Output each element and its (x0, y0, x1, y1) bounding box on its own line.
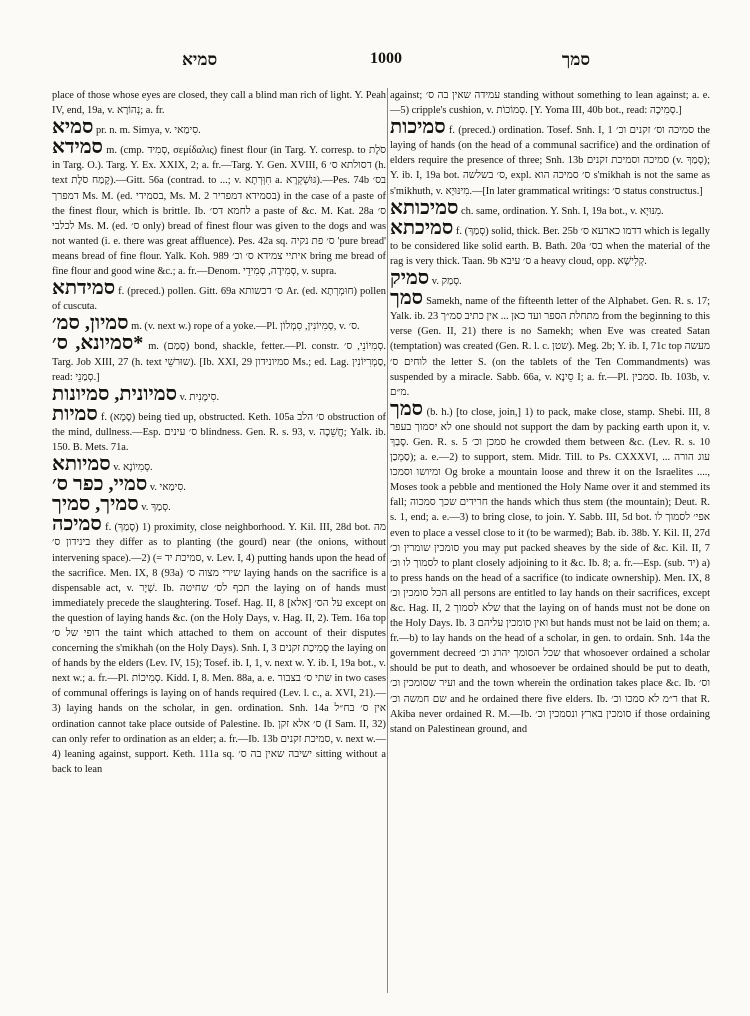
entry-text: v. סְמִיוֹנָא. (113, 462, 153, 474)
entry-text: f. (preced.) ordination. Tosef. Snh. I, 1 סמיכה וס׳ זקנים וכ׳ the laying of hands (on the head of a communal sacrifice) and the ordination of elders require the presence of three; Snh. 13b סמיכה וסמיכת זקנים (v. סְמַךְ); Y. ib. I, 19a bot. ס׳ בשלשה, expl. ס׳ סמיכה הוא s'mikhah is not the same as s'mikhuth, v. מִינּוּיָא.—[In later grammatical writings: ס׳ status constructus.] (390, 125, 711, 197)
entry-headword: סמיונית, סמיונות (52, 382, 177, 405)
entry-headword: סמיותא (52, 453, 111, 476)
entry-text: f. (סָמָא) being tied up, obstructed. Keth. 105a ס׳ הלב obstruction of the mind, dullness.—Esp. ס׳ עינים blindness. Gen. R. s. 93, v. חֲשֵׁכָה; Yalk. ib. 150. B. Mets. 71a. (52, 411, 387, 453)
dictionary-entry (52, 455, 386, 475)
entry-text: v. סְמַךְ. (141, 502, 171, 514)
dictionary-entry (52, 515, 386, 777)
header-left-headword: סמיא (182, 50, 218, 69)
running-header (52, 50, 714, 76)
dictionary-entry (390, 88, 710, 118)
entry-text: v. סִימָנִית. (179, 391, 220, 403)
dictionary-entry (52, 382, 386, 405)
right-column (390, 88, 710, 737)
dictionary-entry (390, 216, 711, 269)
entry-text: m. (cmp. סְמִיד, σεμίδαλις) finest flour (in Targ. Y. corresp. to סֹלֶת in Targ. O.). Targ. Y. Ex. XXIX, 2; a. fr.—Targ. Y. Gen. XVIII, 6 דסולתא ס׳ (h. text קֶמַח סֹלֶת).—Gitt. 56a (contrad. to ...; v. חִוְּרְתָא a. גּוּשְׁקְרָא).—Pes. 74b בס׳ דמפרך Ms. M. (ed. בסמידי, Ms. M. 2 בסמידא דמפריר) in the case of a paste of the finest flour, which is brittle. Ib. לחמא דס׳ a paste of &c. M. Kat. 28a ס׳ לכלבי Ms. M. (ed. ס׳ only) bread of finest flour was given to the dogs and was not wanted (i. e. there was great affluence). Pes. 42a sq. ס׳ פת נקיה 'pure bread' means bread of fine flour. Yalk. Koh. 989 איתיי צמידא ס׳ וכ׳ bring me bread of fine flour and good wine &c.; a. fr.—Denom. סְמִידָה, סְמִידֵי, v. supra. (52, 145, 387, 278)
entry-headword: סמיון, סמ׳ (52, 312, 129, 335)
dictionary-entry (390, 269, 710, 289)
entry-headword: סמך (390, 287, 424, 310)
entry-text: place of those whose eyes are closed, they call a blind man rich of light. Y. Peah IV, end, 19a, v. נְהוֹרָא; a. fr. (52, 90, 386, 117)
entry-headword: סמיכה (52, 513, 102, 536)
entry-headword: סמיכתא (390, 216, 454, 239)
dictionary-entry (52, 138, 386, 279)
column-divider (387, 88, 388, 993)
page-number: 1000 (370, 50, 402, 67)
entry-headword: סמך (390, 397, 424, 420)
entry-text: f. (סָמַךְ) 1) proximity, close neighborhood. Y. Kil. III, 28d bot. מה בינידון ס׳ they differ as to planting (the gourd) near (the onions, without intervening space).—2) (= סמיכת יד, v. Lev. I, 4) putting hands upon the head of the sacrifice. Men. IX, 8 (93a) שירי מצוה ס׳ laying hands on the sacrifice is a dispensable act, v. שְׁיָר. Ib. תכף לס׳ שחיטה the laying on of hands must immediately precede the slaughtering. Tosef. Hag. II, 8 [אלא] על הס׳ except on the question of laying hands &c. (on the Holy Days, v. Hag. II, 2). Tem. 16a top דופי של ס׳ the taint which attached to them on account of their disputes concerning the s'mikhah (on the Holy Days). Snh. I, 3 סְמִיכַת זקנים the laying on of hands by the elders (Lev. IV, 15); Tosef. ib. I, 1, v. next w. Y. ib. I, 19a bot., v. next w.; a. fr.—Pl. סְמִיכוֹת. Kidd. I, 8. Men. 88a, a. e. שתי ס׳ בצבור in two cases of communal offerings is laying on of hands required (Lev. l. c., a. XVI, 21).—3) laying hands on the scholar, in gen. ordination. Snh. 14a אין ס׳ בח״ל ordination cannot take place outside of Palestine. Ib. ס׳ אלא זקן (I Sam. II, 32) can only refer to ordination as an elder; a. fr.—Ib. 13b סמיכת זקנים, v. next w.—4) leaning against, support. Keth. 111a sq. ישיבה שאין בה ס׳ sitting without a back to lean (52, 522, 387, 775)
dictionary-entry (390, 397, 710, 737)
entry-text: m. (v. next w.) rope of a yoke.—Pl. סְמִיוֹנִין, סִמְלוֹן, v. ס׳. (131, 321, 360, 333)
entry-headword: סמידא (52, 136, 103, 159)
dictionary-entry (390, 289, 710, 400)
entry-text: f. (preced.) pollen. Gitt. 69a ס׳ דכשותא Ar. (ed. חוּמְרְתָא) pollen of cuscuta. (52, 286, 386, 313)
entry-headword: סמיכותא (390, 196, 459, 219)
entry-headword: *סמיונא, ס׳ (52, 332, 144, 355)
dictionary-entry (390, 118, 710, 198)
entry-headword: סמיכות (390, 116, 446, 139)
dictionary-entry (52, 334, 386, 384)
entry-text: v. סִימַאי. (149, 482, 186, 494)
entry-headword: סמיק (390, 267, 430, 290)
header-right-headword: סמך (561, 50, 590, 69)
entry-text: v. סְמַק. (431, 276, 462, 288)
dictionary-entry (52, 279, 386, 314)
entry-headword: סמידתא (52, 277, 116, 300)
entry-text: pr. n. m. Simya, v. סִימַאי. (95, 125, 201, 137)
entry-headword: סמיך, סמיך (52, 493, 139, 516)
dictionary-entry (52, 118, 386, 138)
entry-text: against; עמידה שאין בה ס׳ standing without something to lean against; a. e.—5) cripple's cushion, v. סְמוֹכוֹת. [Y. Yoma III, 40b bot., read: סְמִיכָה.] (390, 90, 710, 117)
dictionary-entry (52, 495, 386, 515)
entry-headword: סמיי, כפר ס׳ (52, 473, 148, 496)
dictionary-entry (390, 196, 710, 219)
entry-text: Samekh, name of the fifteenth letter of the Alphabet. Gen. R. s. 17; Yalk. ib. 23 מתחלת הספר ועד כאן ... אין כתיב סמ״ך from the beginning to this verse (Gen. II, 21) there is no Samekh; when Eve was created Satan (temptation) was created (Gen. R. l. c. שטן). Meg. 2b; Y. ib. I, 71c top מעשה לוחים ס׳ the letter S. (on the tablets of the Ten Commandments) was suspended by a miracle. Sabb. 66a, v. סֵינָא I; a. fr.—Pl. סמכין. Ib. 103b, v. מ״ם. (390, 296, 710, 398)
dictionary-entry (52, 314, 386, 334)
entry-text: ch. same, ordination. Y. Snh. I, 19a bot., v. מִנּוּיָא. (461, 205, 664, 217)
entry-headword: סמיות (52, 402, 98, 425)
entry-headword: סמיא (52, 116, 94, 139)
entry-text: m. (סְמַם) bond, shackle, fetter.—Pl. constr. סְמִיוֹנֵי, ס׳. Targ. Job XIII, 27 (h. text שוּרשֵׁי). [Ib. XXI, 29 סמיונידון Ms.; ed. Lag. סַמְרִיוֹנִין, read: סְמַנֵי.] (52, 341, 386, 383)
entry-text: (b. h.) [to close, join,] 1) to pack, make close, stamp. Shebi. III, 8 לא יסמוך בעפר one should not support the dam by packing earth upon it, v. סָבַךְ. Gen. R. s. 5 סמכן וכ׳ he crowded them between &c. (Lev. R. s. 10 סַמְכַן); a. e.—2) to support, stem. Midr. Till. to Ps. CXXXVI, עוג הורה ... ומיושו וסמכו Og broke a mountain loose and threw it on the Israelites ...., Moses took a pebble and mentioned the Holy Name over it and stemmed its fall; חרידים שכך סמכוה the hands which thus stem (the mountain); Deut. R. s. 1, end; a. e.—3) to bring close, to join. Y. Sabb. III, 5d bot. אפי׳ לסמוך לו even to place a vessel close to it (to be warmed); Bab. ib. 38b. Y. Kil. II, 27d סומכין שומרין וכ׳ you may put packed sheaves by the side of &c. Kil. II, 7 לסמוך לו וכ׳ to plant closely adjoining to it &c. Ib. 8; a. fr.—Esp. (sub. יד) a) to press hands on the head of a sacrifice (to indicate ownership). Men. IX, 8 הכל סומכין וכ׳ all persons are entitled to lay hands on their sacrifices, except &c. Hag. II, 2 שלא לסמוך that the laying on of hands must not be done on the Holy Days. Ib. 3 ואין סומכין עליהם but hands must not be laid on them; a. fr.—b) to lay hands on the head of a scholar, in gen. to ordain. Snh. 14a the government decreed שכל הסומך יהרג וכ׳ that whosoever ordained a scholar should be put to death, and whosoever be ordained should be put to death, ועיר שסומכין וכ׳ and the town wherein the ordination takes place &c. Ib. וס׳ שם חמשה וכ׳ and he ordained there five elders. Ib. ר״מ לא סמכו וכ׳ that R. Akiba never ordained R. M.—Ib. סומכין בארץ ונסמכין וכ׳ if those ordaining stand on Palestinean ground, and (390, 406, 710, 735)
entry-text: f. (סְמַךְ) solid, thick. Ber. 25b דדמו כארעא ס׳ which is legally to be considered like solid earth. B. Bath. 20a בס׳ when the material of the rag is very thick. Taan. 9b ס׳ עיבא a heavy cloud, opp. קְלִישָׁא. (390, 225, 711, 267)
dictionary-entry (52, 402, 387, 455)
dictionary-entry (52, 88, 386, 118)
dictionary-entry (52, 475, 386, 495)
left-column (52, 88, 386, 777)
